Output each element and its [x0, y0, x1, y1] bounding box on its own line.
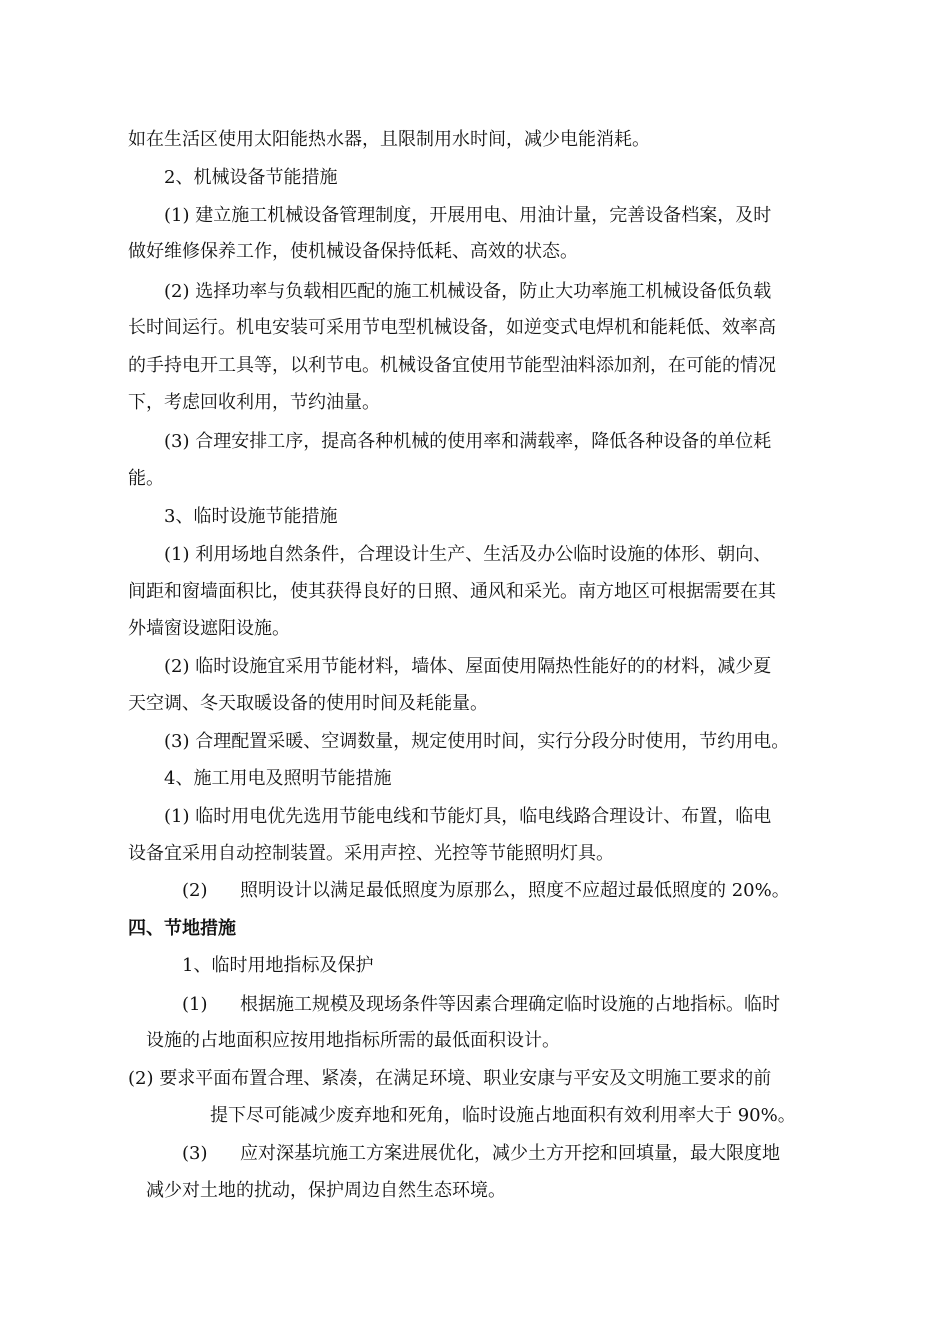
paragraph-line: 减少对土地的扰动，保护周边自然生态环境。: [146, 1180, 506, 1201]
paragraph-line: 照明设计以满足最低照度为原那么，照度不应超过最低照度的 20%。: [240, 880, 790, 901]
chapter-heading: 四、节地措施: [128, 918, 236, 939]
paragraph-line: (1) 临时用电优先选用节能电线和节能灯具，临电线路合理设计、布置，临电: [164, 806, 772, 827]
paragraph-line: 能。: [128, 468, 164, 489]
paragraph-line: 间距和窗墙面积比，使其获得良好的日照、通风和采光。南方地区可根据需要在其: [128, 581, 776, 602]
paragraph-line: (2) 选择功率与负载相匹配的施工机械设备，防止大功率施工机械设备低负载: [164, 281, 772, 302]
section-heading: 1、临时用地指标及保护: [182, 955, 374, 976]
paragraph-line: (1) 利用场地自然条件，合理设计生产、生活及办公临时设施的体形、朝向、: [164, 544, 772, 565]
paragraph-line: (3) 合理安排工序，提高各种机械的使用率和满载率，降低各种设备的单位耗: [164, 431, 772, 452]
paragraph-line: 如在生活区使用太阳能热水器，且限制用水时间，减少电能消耗。: [128, 129, 650, 150]
paragraph-line: 外墙窗设遮阳设施。: [128, 618, 290, 639]
paragraph-line: 根据施工规模及现场条件等因素合理确定临时设施的占地指标。临时: [240, 994, 780, 1015]
list-marker: (3): [182, 1143, 208, 1164]
paragraph-line: (1) 建立施工机械设备管理制度，开展用电、用油计量，完善设备档案，及时: [164, 205, 772, 226]
paragraph-line: 长时间运行。机电安装可采用节电型机械设备，如逆变式电焊机和能耗低、效率高: [128, 317, 776, 338]
paragraph-line: 设施的占地面积应按用地指标所需的最低面积设计。: [146, 1030, 560, 1051]
paragraph-line: 的手持电开工具等，以利节电。机械设备宜使用节能型油料添加剂，在可能的情况: [128, 355, 776, 376]
list-marker: (2): [182, 880, 208, 901]
paragraph-line: 设备宜采用自动控制装置。采用声控、光控等节能照明灯具。: [128, 843, 614, 864]
paragraph-line: (2) 要求平面布置合理、紧凑，在满足环境、职业安康与平安及文明施工要求的前: [128, 1068, 772, 1089]
paragraph-line: 天空调、冬天取暖设备的使用时间及耗能量。: [128, 693, 488, 714]
paragraph-line: 下，考虑回收利用，节约油量。: [128, 392, 380, 413]
paragraph-line: (3) 合理配置采暖、空调数量，规定使用时间，实行分段分时使用，节约用电。: [164, 731, 790, 752]
paragraph-line: 应对深基坑施工方案进展优化，减少土方开挖和回填量，最大限度地: [240, 1143, 780, 1164]
section-heading: 3、临时设施节能措施: [164, 506, 338, 527]
paragraph-line: 提下尽可能减少废弃地和死角，临时设施占地面积有效利用率大于 90%。: [210, 1105, 796, 1126]
section-heading: 2、机械设备节能措施: [164, 167, 338, 188]
paragraph-line: 做好维修保养工作，使机械设备保持低耗、高效的状态。: [128, 241, 578, 262]
paragraph-line: (2) 临时设施宜采用节能材料，墙体、屋面使用隔热性能好的的材料，减少夏: [164, 656, 772, 677]
section-heading: 4、施工用电及照明节能措施: [164, 768, 392, 789]
list-marker: (1): [182, 994, 208, 1015]
